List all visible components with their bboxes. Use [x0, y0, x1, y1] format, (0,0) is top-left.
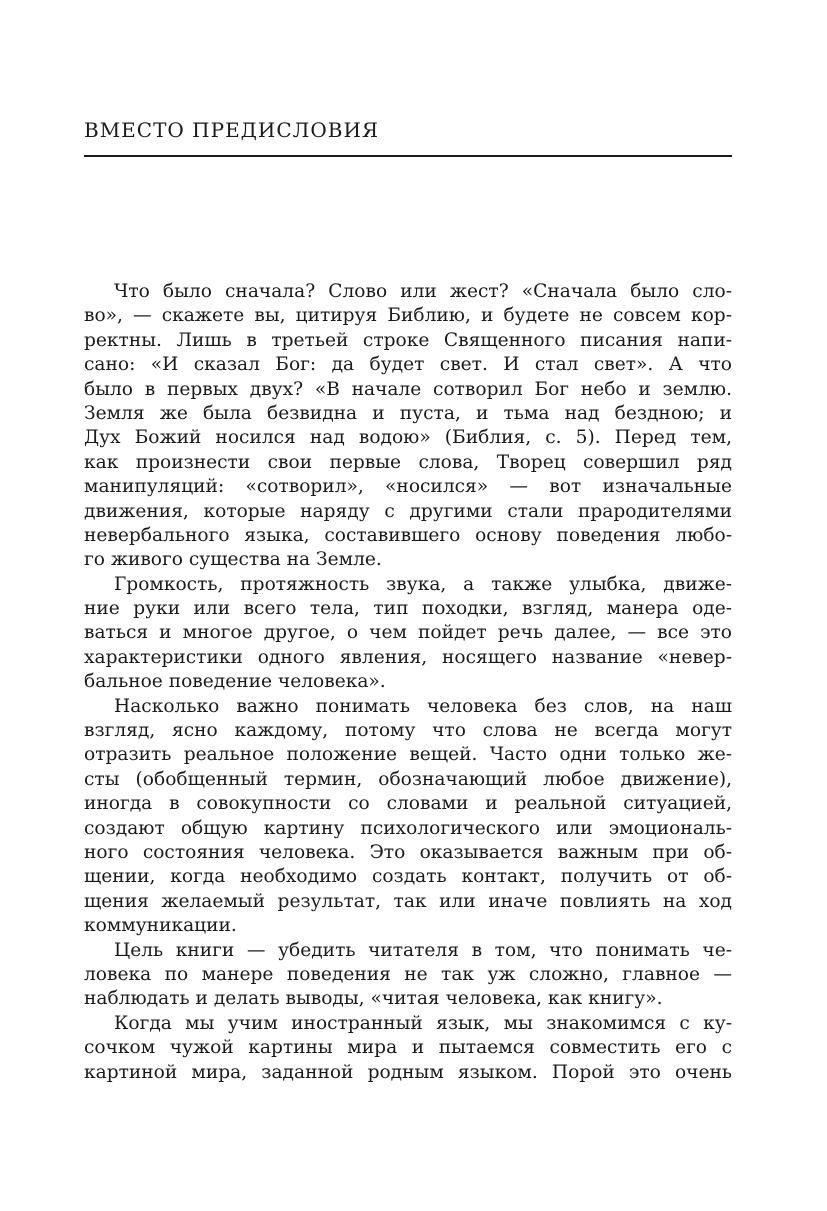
- paragraph: [84, 939, 732, 1012]
- text-line: щении, когда необходимо создать контакт, получить от об-: [84, 866, 732, 888]
- text-line: коммуникации.: [84, 915, 237, 937]
- paragraph: [84, 1012, 732, 1085]
- paragraph: [84, 695, 732, 939]
- text-line: характеристики одного явления, носящего название «невер-: [84, 646, 732, 668]
- text-line: бальное поведение человека».: [84, 671, 386, 693]
- text-line: Когда мы учим иностранный язык, мы знакомимся с ку-: [114, 1012, 732, 1034]
- text-line: иногда в совокупности со словами и реальной ситуацией,: [84, 793, 732, 815]
- text-line: ректны. Лишь в третьей строке Священного писания напи-: [84, 329, 732, 351]
- text-line: Насколько важно понимать человека без слов, на наш: [114, 695, 732, 717]
- paragraph: [84, 280, 732, 573]
- text-line: во», — скажете вы, цитируя Библию, и будете не совсем кор-: [84, 305, 732, 327]
- text-line: ваться и многое другое, о чем пойдет речь далее, — все это: [84, 622, 732, 644]
- text-line: как произнести свои первые слова, Творец совершил ряд: [84, 451, 732, 473]
- body-text: [84, 280, 732, 1085]
- text-line: сано: «И сказал Бог: да будет свет. И стал свет». А что: [84, 354, 732, 376]
- text-line: движения, которые наряду с другими стали прародителями: [84, 500, 732, 522]
- text-line: щения желаемый результат, так или иначе повлиять на ход: [84, 890, 732, 912]
- text-line: Что было сначала? Слово или жест? «Сначала было сло-: [114, 281, 732, 302]
- text-line: сты (обобщенный термин, обозначающий любое движение),: [84, 768, 732, 790]
- text-line: ного состояния человека. Это оказывается важным при об-: [84, 841, 732, 863]
- text-line: сочком чужой картины мира и пытаемся совместить его с: [84, 1037, 732, 1059]
- text-line: го живого существа на Земле.: [84, 549, 382, 571]
- text-line: взгляд, ясно каждому, потому что слова не всегда могут: [84, 720, 732, 742]
- text-line: Земля же была безвидна и пуста, и тьма над бездною; и: [84, 402, 732, 424]
- text-line: картиной мира, заданной родным языком. Порой это очень: [84, 1061, 732, 1083]
- text-line: ние руки или всего тела, тип походки, взгляд, манера оде-: [84, 598, 732, 620]
- text-line: манипуляций: «сотворил», «носился» — вот изначальные: [84, 476, 732, 498]
- paragraph: [84, 573, 732, 695]
- text-line: ловека по манере поведения не так уж сложно, главное —: [84, 963, 732, 985]
- chapter-heading: ВМЕСТО ПРЕДИСЛОВИЯ: [84, 118, 380, 142]
- text-line: Цель книги — убедить читателя в том, что понимать че-: [114, 939, 732, 961]
- text-line: отразить реальное положение вещей. Часто одни только же-: [84, 744, 732, 766]
- text-line: Дух Божий носился над водою» (Библия, с. 5). Перед тем,: [84, 427, 732, 449]
- text-line: создают общую картину психологического или эмоциональ-: [84, 817, 732, 839]
- text-line: наблюдать и делать выводы, «читая человека, как книгу».: [84, 988, 663, 1010]
- text-line: невербального языка, составившего основу поведения любо-: [84, 524, 732, 546]
- heading-rule: [84, 155, 732, 157]
- text-line: было в первых двух? «В начале сотворил Бог небо и землю.: [84, 378, 732, 400]
- text-line: Громкость, протяжность звука, а также улыбка, движе-: [114, 573, 732, 595]
